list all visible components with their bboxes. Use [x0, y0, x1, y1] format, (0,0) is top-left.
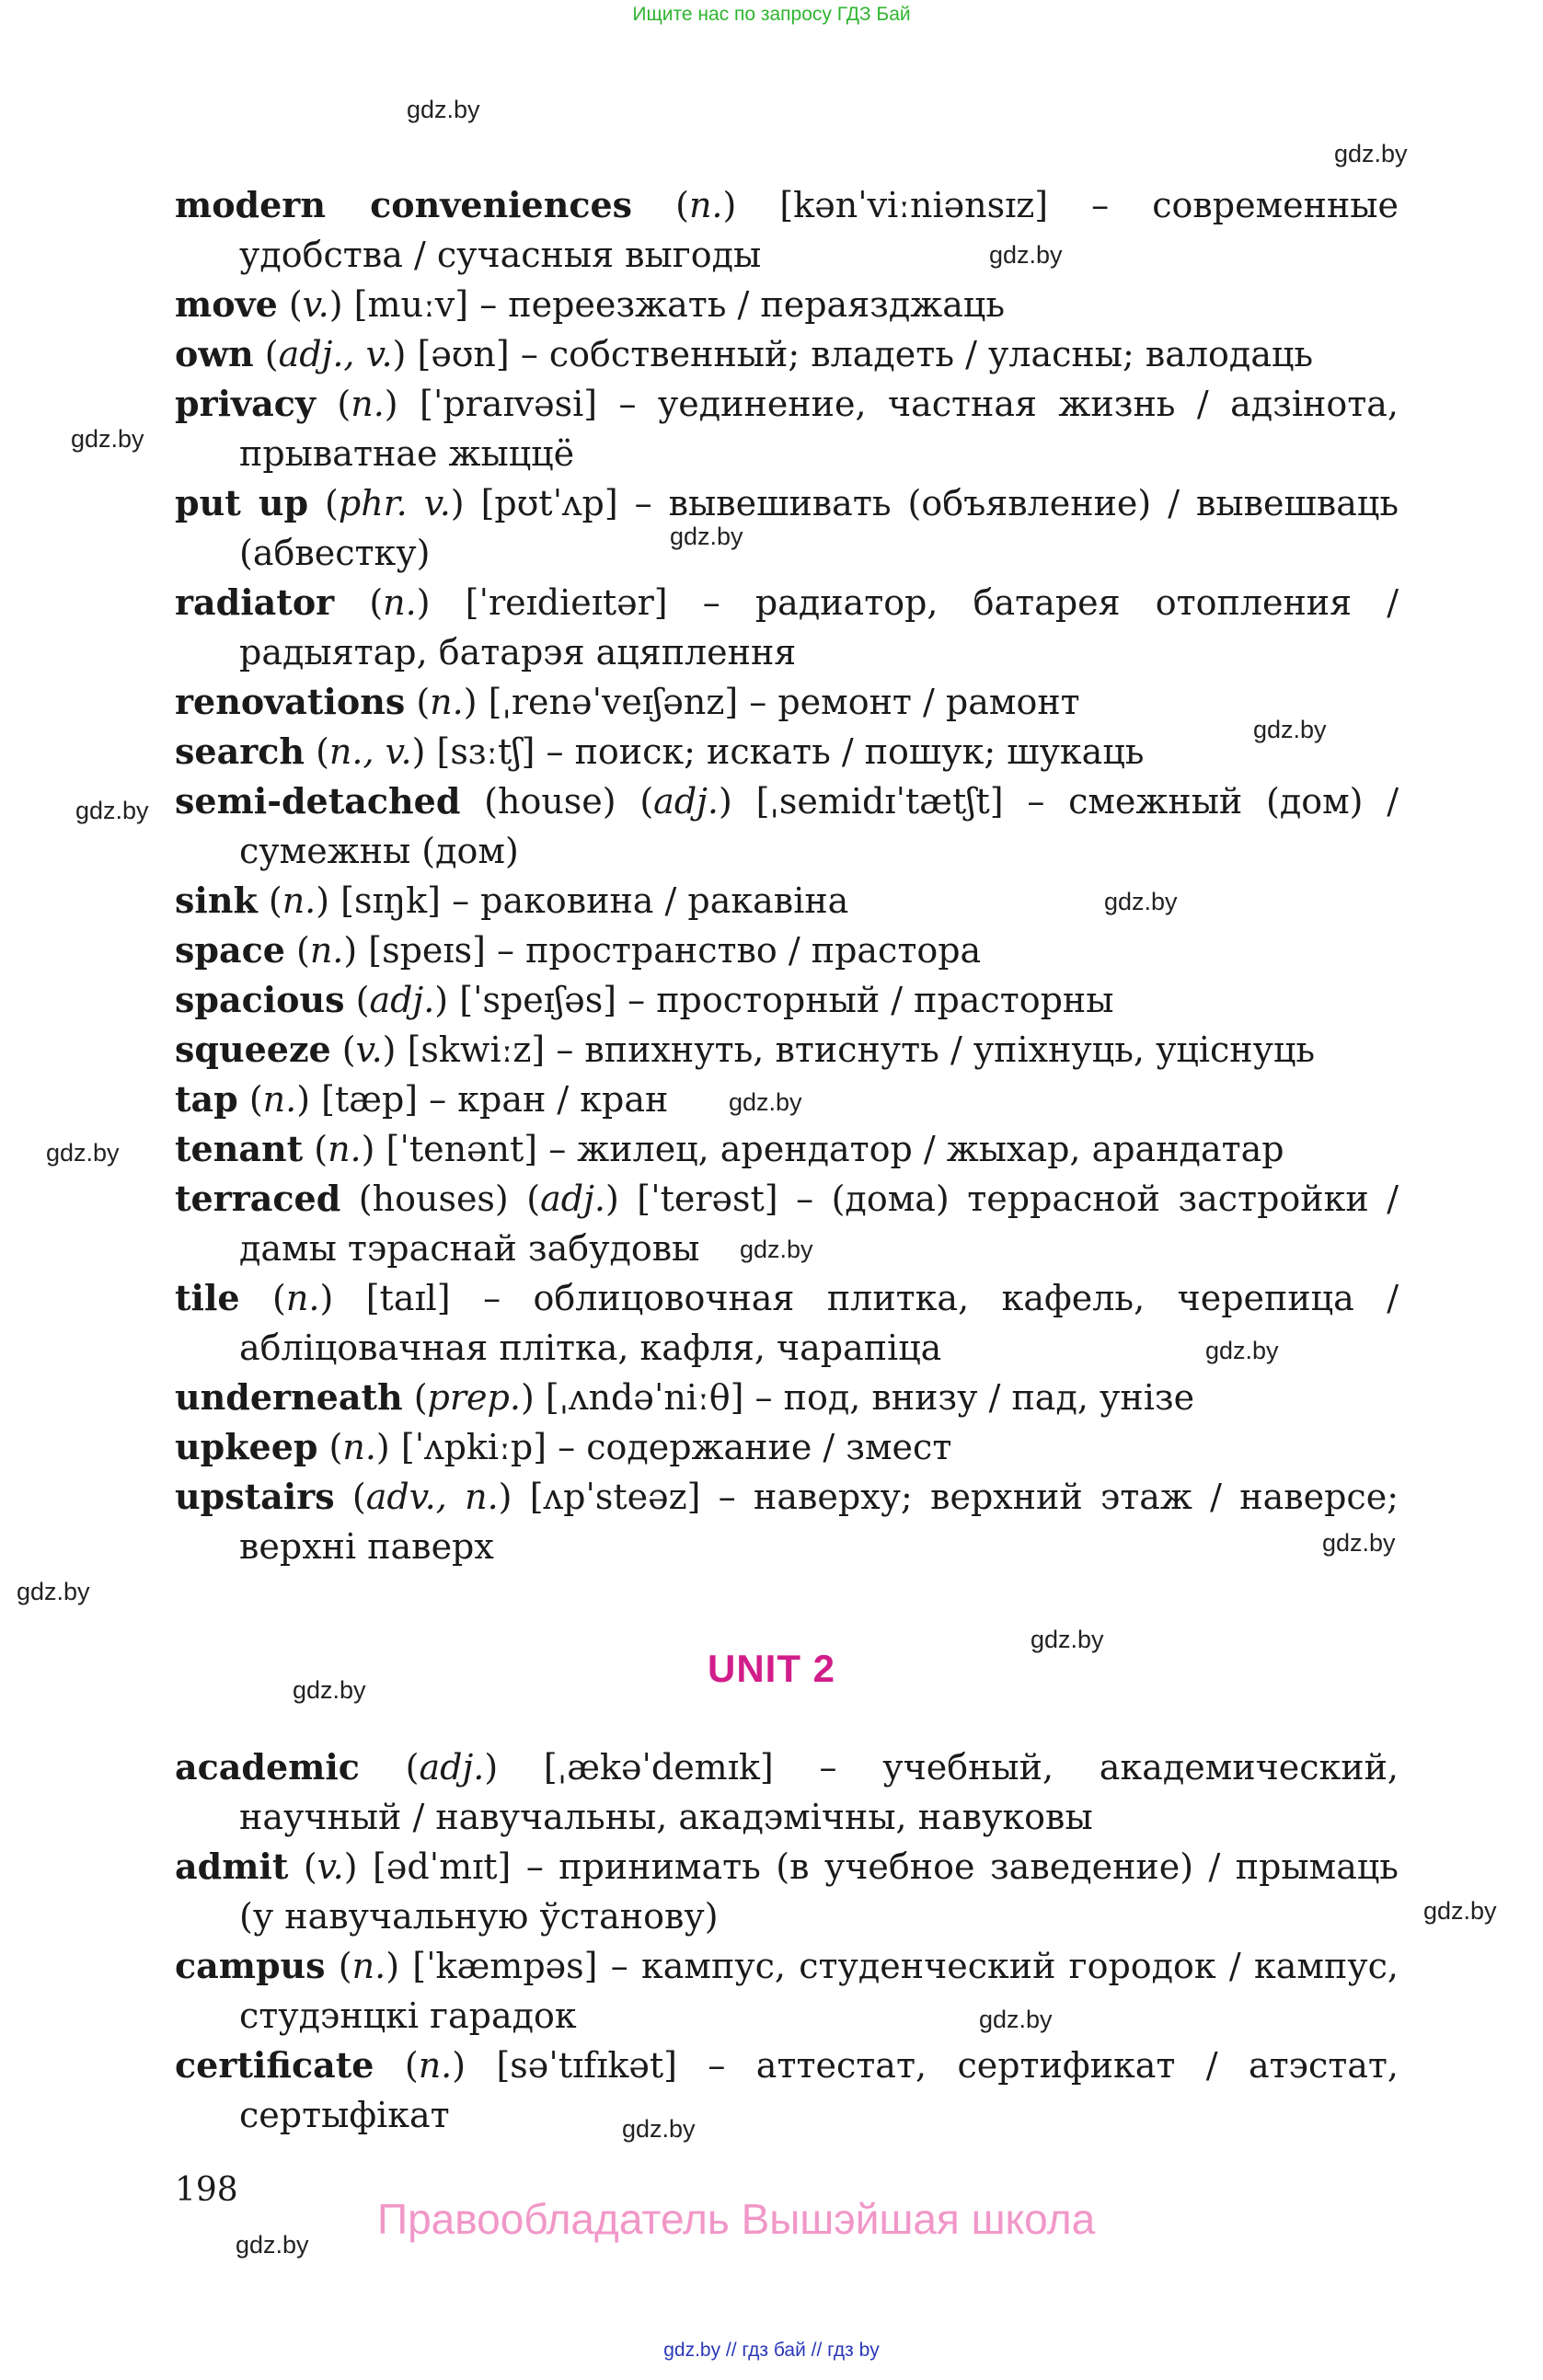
- paren: (: [359, 1747, 420, 1788]
- transcription: [ˈkæmpəs]: [412, 1946, 598, 1986]
- part-of-speech: n.: [430, 682, 464, 722]
- part-of-speech: n., v.: [328, 731, 412, 772]
- headword: squeeze: [175, 1029, 331, 1070]
- part-of-speech: adj.: [369, 980, 435, 1020]
- glossary-entry: [175, 578, 1399, 677]
- watermark: gdz.by: [989, 241, 1063, 269]
- paren: (: [277, 284, 303, 325]
- transcription: [ˌʌndəˈniːθ]: [545, 1377, 744, 1418]
- watermark: gdz.by: [1253, 716, 1327, 743]
- watermark: gdz.by: [729, 1088, 802, 1116]
- paren: ): [328, 284, 354, 325]
- headword: move: [175, 283, 278, 325]
- translation: – собственный; владеть / уласны; валодаць: [509, 334, 1314, 374]
- paren: (: [253, 334, 279, 374]
- paren: ): [375, 1427, 401, 1467]
- part-of-speech: v.: [317, 1846, 344, 1887]
- glossary-section-unit2: [175, 1742, 1399, 2140]
- glossary-entry: [175, 1742, 1399, 1842]
- transcription: [ədˈmɪt]: [373, 1846, 512, 1887]
- part-of-speech: n.: [688, 185, 723, 225]
- headword: search: [175, 730, 305, 772]
- translation: – наверху; верхний этаж / наверсе; верхні паверх: [239, 1477, 1399, 1567]
- translation: – вывешивать (объявление) / вывешваць (абвестку): [239, 483, 1399, 573]
- part-of-speech: n.: [351, 384, 385, 424]
- part-of-speech: n.: [262, 1079, 297, 1120]
- paren: ): [316, 880, 341, 921]
- glossary-entry: [175, 1941, 1399, 2041]
- paren: (: [632, 185, 689, 225]
- headword: terraced: [175, 1178, 341, 1219]
- translation: – пространство / прастора: [485, 930, 982, 971]
- watermark: gdz.by: [1423, 1897, 1497, 1925]
- watermark: gdz.by: [46, 1139, 120, 1167]
- part-of-speech: n.: [328, 1129, 362, 1169]
- transcription: [sɜːtʃ]: [436, 731, 535, 772]
- headword: radiator: [175, 581, 335, 623]
- transcription: [ˈterəst]: [637, 1179, 778, 1219]
- paren: (: [237, 1079, 263, 1120]
- paren: (: [284, 930, 310, 971]
- glossary-entry: [175, 677, 1399, 727]
- glossary-entry: [175, 1174, 1399, 1273]
- translation: – ремонт / рамонт: [738, 682, 1080, 722]
- glossary-entry: [175, 329, 1399, 379]
- glossary-entry: [175, 975, 1399, 1025]
- paren: ): [343, 1846, 373, 1887]
- translation: – впихнуть, втиснуть / упіхнуць, уціснуць: [545, 1029, 1316, 1070]
- watermark: gdz.by: [740, 1236, 813, 1263]
- part-of-speech: v.: [355, 1029, 383, 1070]
- paren: (: [308, 483, 339, 523]
- transcription: [kənˈviːniənsɪz]: [779, 185, 1049, 225]
- part-of-speech: v.: [302, 284, 329, 325]
- paren: ): [411, 731, 437, 772]
- paren: (: [330, 1029, 356, 1070]
- headword: underneath: [175, 1376, 403, 1418]
- paren: (: [239, 1278, 286, 1318]
- glossary-entry: [175, 876, 1399, 926]
- paren: (: [315, 384, 351, 424]
- headword: campus: [175, 1945, 326, 1986]
- transcription: [əʊn]: [417, 334, 510, 374]
- watermark: gdz.by: [407, 96, 480, 123]
- translation: – принимать (в учебное заведение) / прымаць (у навучальную ўстанову): [239, 1846, 1399, 1937]
- headword: modern conveniences: [175, 184, 633, 225]
- part-of-speech: n.: [285, 1278, 320, 1318]
- watermark: gdz.by: [1031, 1626, 1104, 1653]
- copyright-notice: Правообладатель Вышэйшая школа: [377, 2195, 1096, 2243]
- glossary-entry: [175, 379, 1399, 478]
- translation: – кампус, студенческий городок / кампус, студэнцкі гарадок: [239, 1946, 1399, 2036]
- watermark: gdz.by: [75, 797, 149, 824]
- part-of-speech: adj.: [540, 1179, 605, 1219]
- paren: ): [484, 1747, 544, 1788]
- part-of-speech: prep.: [427, 1377, 521, 1418]
- part-of-speech: adj.: [419, 1747, 485, 1788]
- watermark: gdz.by: [1205, 1337, 1279, 1364]
- paren: ): [319, 1278, 366, 1318]
- footer-links[interactable]: gdz.by // гдз бай // гдз by: [663, 2340, 880, 2361]
- transcription: [ˈtenənt]: [386, 1129, 538, 1169]
- watermark: gdz.by: [622, 2115, 696, 2143]
- translation: – под, внизу / пад, унізе: [743, 1377, 1195, 1418]
- transcription: [muːv]: [353, 284, 469, 325]
- glossary-entry: [175, 1373, 1399, 1422]
- headword: admit: [175, 1845, 289, 1887]
- part-of-speech: n.: [309, 930, 344, 971]
- paren: ): [392, 334, 418, 374]
- watermark: gdz.by: [17, 1578, 90, 1605]
- paren: ): [498, 1477, 530, 1517]
- headword: privacy: [175, 383, 316, 424]
- part-of-speech: adj.: [653, 781, 720, 822]
- paren: ): [450, 483, 481, 523]
- watermark: gdz.by: [1322, 1529, 1396, 1557]
- translation: – просторный / прасторны: [616, 980, 1114, 1020]
- glossary-entry: [175, 1025, 1399, 1075]
- paren: (houses) (: [340, 1179, 541, 1219]
- paren: ): [719, 781, 756, 822]
- headword: space: [175, 929, 285, 971]
- glossary-entry: [175, 1075, 1399, 1124]
- translation: – радиатор, батарея отопления / радыятар, батарэя ацяплення: [239, 582, 1399, 673]
- headword: put up: [175, 482, 309, 523]
- translation: – уединение, частная жизнь / адзінота, прыватнае жыццё: [239, 384, 1399, 474]
- transcription: [ˌækəˈdemɪk]: [543, 1747, 774, 1788]
- transcription: [ˌsemidɪˈtætʃt]: [755, 781, 1004, 822]
- headword: sink: [175, 880, 258, 921]
- headword: renovations: [175, 681, 406, 722]
- part-of-speech: n.: [282, 880, 317, 921]
- glossary-entry: [175, 727, 1399, 776]
- glossary-section-unit1: [175, 180, 1399, 1571]
- watermark: gdz.by: [71, 425, 144, 453]
- translation: – содержание / змест: [547, 1427, 952, 1467]
- paren: (: [288, 1846, 317, 1887]
- headword: spacious: [175, 979, 345, 1020]
- transcription: [ˈreɪdieɪtər]: [465, 582, 668, 623]
- transcription: [ˈpraɪvəsi]: [420, 384, 598, 424]
- translation: – жилец, арендатор / жыхар, арандатар: [537, 1129, 1284, 1169]
- paren: (: [325, 1946, 352, 1986]
- transcription: [ˌrenəˈveɪʃənz]: [488, 682, 739, 722]
- headword: tenant: [175, 1128, 304, 1169]
- watermark: gdz.by: [979, 2006, 1053, 2033]
- glossary-entry: [175, 180, 1399, 280]
- translation: – облицовочная плитка, кафель, черепица / абліцовачная плітка, кафля, чарапіца: [239, 1278, 1399, 1368]
- paren: ): [416, 582, 466, 623]
- watermark: gdz.by: [236, 2231, 309, 2259]
- translation: – современные удобства / сучасныя выгоды: [239, 185, 1399, 275]
- headword: upstairs: [175, 1476, 335, 1517]
- part-of-speech: adj., v.: [278, 334, 393, 374]
- paren: ): [382, 1029, 408, 1070]
- paren: (house) (: [460, 781, 654, 822]
- paren: ): [384, 384, 420, 424]
- glossary-entry: [175, 1273, 1399, 1373]
- paren: (: [304, 731, 329, 772]
- translation: – раковина / ракавіна: [440, 880, 849, 921]
- transcription: [taɪl]: [365, 1278, 451, 1318]
- headword: upkeep: [175, 1426, 318, 1467]
- glossary-entry: [175, 776, 1399, 876]
- paren: (: [257, 880, 282, 921]
- watermark: gdz.by: [1334, 140, 1408, 167]
- paren: ): [463, 682, 489, 722]
- headword: semi-detached: [175, 780, 461, 822]
- transcription: [səˈtɪfɪkət]: [496, 2045, 677, 2086]
- paren: ): [386, 1946, 413, 1986]
- paren: ): [520, 1377, 546, 1418]
- transcription: [pʊtˈʌp]: [480, 483, 618, 523]
- glossary-entry: [175, 1472, 1399, 1571]
- glossary-entry: [175, 2041, 1399, 2140]
- part-of-speech: n.: [418, 2045, 453, 2086]
- paren: (: [374, 2045, 419, 2086]
- glossary-entry: [175, 926, 1399, 975]
- headword: tap: [175, 1078, 238, 1120]
- glossary-entry: [175, 280, 1399, 329]
- paren: ): [722, 185, 780, 225]
- paren: ): [452, 2045, 497, 2086]
- headword: certificate: [175, 2044, 374, 2086]
- paren: (: [334, 1477, 366, 1517]
- page-number: 198: [175, 2171, 238, 2209]
- glossary-entry: [175, 478, 1399, 578]
- translation: – поиск; искать / пошук; шукаць: [535, 731, 1145, 772]
- paren: (: [303, 1129, 328, 1169]
- translation: – кран / кран: [418, 1079, 669, 1120]
- watermark: gdz.by: [293, 1676, 366, 1704]
- paren: (: [334, 582, 384, 623]
- paren: ): [361, 1129, 386, 1169]
- paren: (: [405, 682, 431, 722]
- part-of-speech: adv., n.: [365, 1477, 499, 1517]
- paren: ): [343, 930, 369, 971]
- translation: – переезжать / пераязджаць: [468, 284, 1006, 325]
- watermark: gdz.by: [670, 523, 743, 550]
- translation: – смежный (дом) / сумежны (дом): [239, 781, 1399, 871]
- paren: (: [317, 1427, 343, 1467]
- headword: own: [175, 333, 254, 374]
- headword: tile: [175, 1277, 240, 1318]
- part-of-speech: n.: [342, 1427, 376, 1467]
- transcription: [tæp]: [321, 1079, 419, 1120]
- paren: ): [605, 1179, 638, 1219]
- headword: academic: [175, 1746, 360, 1788]
- glossary-entry: [175, 1842, 1399, 1941]
- paren: (: [344, 980, 370, 1020]
- watermark: gdz.by: [1104, 888, 1178, 915]
- paren: ): [296, 1079, 322, 1120]
- translation: – аттестат, сертификат / атэстат, сертыфікат: [239, 2045, 1399, 2135]
- part-of-speech: n.: [351, 1946, 386, 1986]
- transcription: [speɪs]: [368, 930, 486, 971]
- glossary-entry: [175, 1422, 1399, 1472]
- part-of-speech: n.: [383, 582, 417, 623]
- transcription: [sɪŋk]: [340, 880, 441, 921]
- unit-heading: UNIT 2: [707, 1647, 835, 1690]
- paren: ): [434, 980, 460, 1020]
- paren: (: [402, 1377, 428, 1418]
- top-banner: Ищите нас по запросу ГДЗ Бай: [632, 4, 911, 25]
- translation: – учебный, академический, научный / навучальны, акадэмічны, навуковы: [239, 1747, 1399, 1837]
- transcription: [ˈʌpkiːp]: [400, 1427, 547, 1467]
- glossary-entry: [175, 1124, 1399, 1174]
- translation: – (дома) террасной застройки / дамы тэраснай забудовы: [239, 1179, 1399, 1269]
- transcription: [ʌpˈsteəz]: [529, 1477, 701, 1517]
- transcription: [ˈspeɪʃəs]: [459, 980, 617, 1020]
- transcription: [skwiːz]: [407, 1029, 546, 1070]
- part-of-speech: phr. v.: [338, 483, 451, 523]
